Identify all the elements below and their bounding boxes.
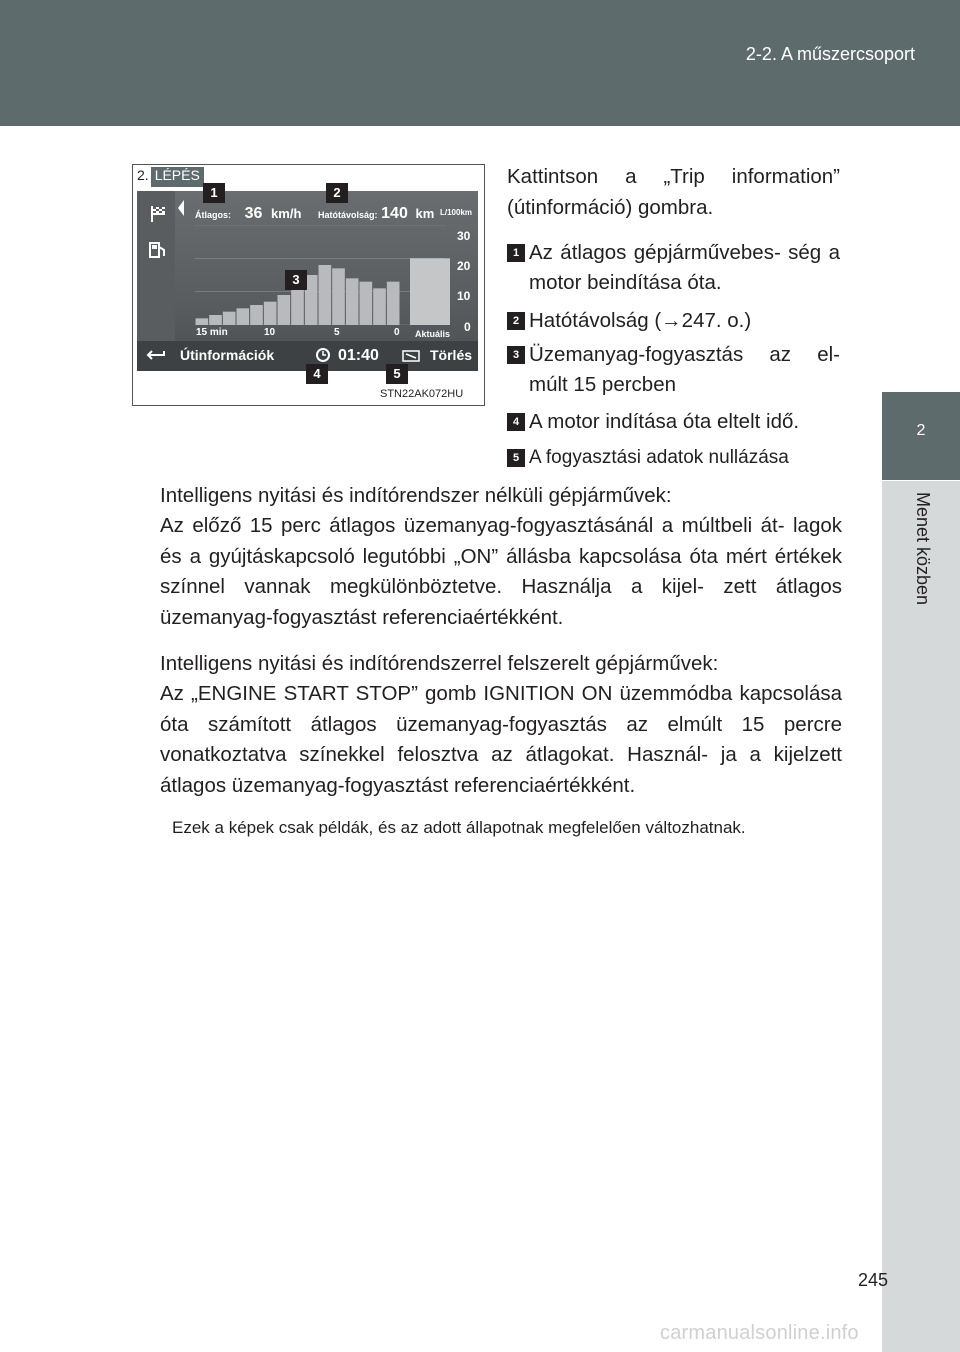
current-consumption-bar	[410, 258, 450, 325]
marker-4: 4	[306, 364, 328, 384]
note-text: Ezek a képek csak példák, és az adott állapotnak megfelelően változhatnak.	[172, 818, 746, 837]
intro-text: Kattintson a „Trip information” (útinformáció) gombra.	[507, 165, 840, 219]
list-item-text: Hatótávolság (→247. o.)	[529, 309, 752, 332]
number-marker: 5	[507, 449, 525, 467]
chapter-side-strip	[882, 481, 960, 1352]
consumption-bar	[360, 282, 373, 325]
average-speed-label: Átlagos:	[195, 210, 231, 220]
flag-icon	[148, 204, 168, 224]
consumption-bar	[196, 318, 209, 325]
watermark: carmanualsonline.info	[660, 1322, 859, 1344]
marker-5: 5	[386, 364, 408, 384]
paragraph-heading-2: Intelligens nyitási és indítórendszerrel felszerelt gépjárművek:	[160, 652, 719, 675]
chapter-number: 2	[916, 422, 926, 439]
consumption-bar	[237, 308, 250, 325]
screen-title: Útinformációk	[180, 347, 275, 363]
consumption-bar	[264, 302, 277, 325]
page-number: 245	[857, 1270, 888, 1290]
marker-2: 2	[326, 183, 348, 203]
x-tick: 10	[264, 327, 276, 338]
number-marker: 4	[507, 413, 525, 431]
paragraph-body-2: Az „ENGINE START STOP” gomb IGNITION ON üzemmódba kapcsolása óta számított átlagos üzemanyag-fogyasztás az elmúlt 15 percre vonatkoztatva színekkel felosztva az átlagokat. Használ- ja a kijelzett átlagos üzemanyag-fogyasztást referenciaértékként.	[160, 682, 842, 797]
consumption-bar-chart	[195, 225, 460, 325]
back-icon[interactable]	[146, 348, 168, 362]
y-tick: 30	[457, 229, 471, 243]
list-item	[507, 407, 840, 437]
list-item	[507, 340, 840, 400]
consumption-bar	[278, 295, 291, 325]
range-unit: km	[415, 206, 435, 221]
average-speed-value: 36	[244, 205, 263, 222]
marker-3: 3	[285, 270, 307, 290]
x-tick: 15 min	[196, 327, 228, 338]
consumption-bar	[209, 315, 222, 325]
list-item	[507, 238, 840, 298]
list-item	[507, 306, 840, 336]
y-tick: 10	[457, 289, 471, 303]
number-marker: 3	[507, 346, 525, 364]
x-tick: 5	[334, 327, 340, 338]
section-title: 2-2. A műszercsoport	[745, 44, 915, 64]
range-value: 140	[381, 205, 408, 222]
consumption-bar	[319, 265, 332, 325]
x-tick: 0	[394, 327, 400, 338]
step-badge	[135, 167, 204, 187]
fuel-pump-icon	[147, 240, 169, 260]
collapse-arrow-icon[interactable]	[176, 198, 186, 218]
consumption-bar	[373, 288, 386, 325]
chapter-label: Menet közben	[913, 492, 933, 606]
consumption-unit: L/100km	[440, 208, 473, 217]
clock-icon	[316, 348, 330, 362]
number-marker: 2	[507, 312, 525, 330]
elapsed-time: 01:40	[338, 347, 379, 364]
consumption-bar	[387, 282, 400, 325]
chapter-tab	[882, 392, 960, 480]
marker-1: 1	[203, 183, 225, 203]
number-marker: 1	[507, 244, 525, 262]
consumption-bar	[332, 268, 345, 325]
consumption-bar	[250, 305, 263, 325]
step-label: LÉPÉS	[151, 167, 204, 187]
average-speed-unit: km/h	[271, 206, 302, 221]
paragraph-body-1: Az előző 15 perc átlagos üzemanyag-fogyasztásánál a múltbeli át- lagok és a gyújtáskapcsoló legutóbbi „ON” állásba kapcsolása óta mért értékek színnel vannak megkülönböztetve. Használja a kijel- zett átlagos üzemanyag-fogyasztást referenciaértékként.	[160, 514, 842, 629]
list-item-text: Az átlagos gépjárművebes- ség a motor beindítása óta.	[529, 241, 840, 294]
current-label: Aktuális	[415, 329, 451, 339]
range-label: Hatótávolság:	[318, 210, 378, 220]
clear-button[interactable]: Törlés	[430, 347, 473, 363]
list-item-text: A fogyasztási adatok nullázása	[529, 447, 789, 468]
paragraph-heading-1: Intelligens nyitási és indítórendszer nélküli gépjárművek:	[160, 484, 672, 507]
consumption-bar	[291, 285, 304, 325]
y-tick: 20	[457, 259, 471, 273]
list-item	[507, 443, 840, 473]
step-number: 2.	[135, 167, 151, 187]
list-item-text: A motor indítása óta eltelt idő.	[529, 410, 800, 433]
y-tick: 0	[464, 320, 471, 334]
list-item-text: Üzemanyag-fogyasztás az el- múlt 15 percben	[529, 343, 840, 396]
clear-icon[interactable]	[402, 350, 420, 362]
figure-id: STN22AK072HU	[380, 388, 464, 400]
consumption-bar	[223, 312, 236, 325]
consumption-bar	[346, 278, 359, 325]
